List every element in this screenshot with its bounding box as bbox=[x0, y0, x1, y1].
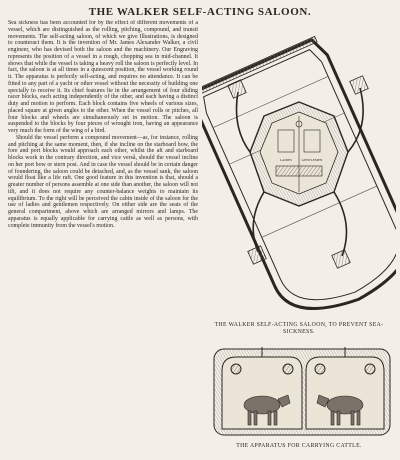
figure2-caption: THE APPARATUS FOR CARRYING CATTLE. bbox=[236, 443, 362, 449]
cabin-label-ladies: LADIES bbox=[279, 158, 293, 162]
article-title: THE WALKER SELF-ACTING SALOON. bbox=[88, 6, 312, 18]
cattle-apparatus-engraving bbox=[212, 345, 392, 441]
article-paragraph-2: Should the vessel perform a compound movement—as, for instance, rolling and pitching at the same moment, then, if she incline on the starboard bow, the fore and port blocks would approach each other, whilst the aft and starboard blocks work in the contrary direction, and vice versâ, should the vessel incline on her port bow or stern post. And in case the vessel should be in certain danger of foundering, the saloon could be detached, and, as the vessel sank, the saloon would float like a life raft. One good feature in this invention is that, should a greater number of persons assemble at one side than another, the saloon will not tilt, and it does not require any counter-balance weights to maintain its equilibrium. To the right will be perceived the cabin inside of the saloon for the use of ladies and gentlemen respectively. On either side are the seats of the general compartment, above which are arranged mirrors and lamps. The apparatus is equally applicable for carrying cattle as well as persons, with complete immunity from the vessel's motion. bbox=[8, 134, 198, 229]
article-body bbox=[8, 20, 198, 455]
cabin-label-gentlemen: GENTLEMEN bbox=[301, 158, 323, 162]
article-paragraph-1: Sea sickness has been accounted for by the effect of different movements of a vessel, which are distinguished as the rolling, pitching, compound, and transit movements. The self-acting saloon, of which we give Illustrations, is designed to counteract them. It is the invention of Mr. James Alexander Walker, a civil engineer, who has devised both the saloon and the machinery. Our Engraving represents the position of a vessel in a rough, chopping sea in mid-channel. It shows that while the vessel is taking a heavy roll the saloon is perfectly level. In fact, the saloon is at all times in a quiescent position, the vessel working round it. The apparatus is perfectly self-acting, and requires no attendance. It can be fitted to any part of a yacht or other vessel without the necessity of building one specially to receive it. Its chief features lie in the arrangement of four sliding racer blocks, each acting independently of the other, and each having a distinct duty and motion to perform. Each block contains five wheels of various sizes, placed square at given angles to the other. When the vessel rolls or pitches, all four blocks and wheels are simultaneously set in motion. The saloon is suspended to the blocks by four pieces of wrought iron, having an appearance very much the form of the wing of a bird. bbox=[8, 20, 198, 134]
figure1-caption: THE WALKER SELF-ACTING SALOON, TO PREVENT SEA-SICKNESS. bbox=[214, 322, 384, 335]
saloon-engraving bbox=[202, 16, 396, 322]
saloon-body bbox=[250, 102, 348, 206]
